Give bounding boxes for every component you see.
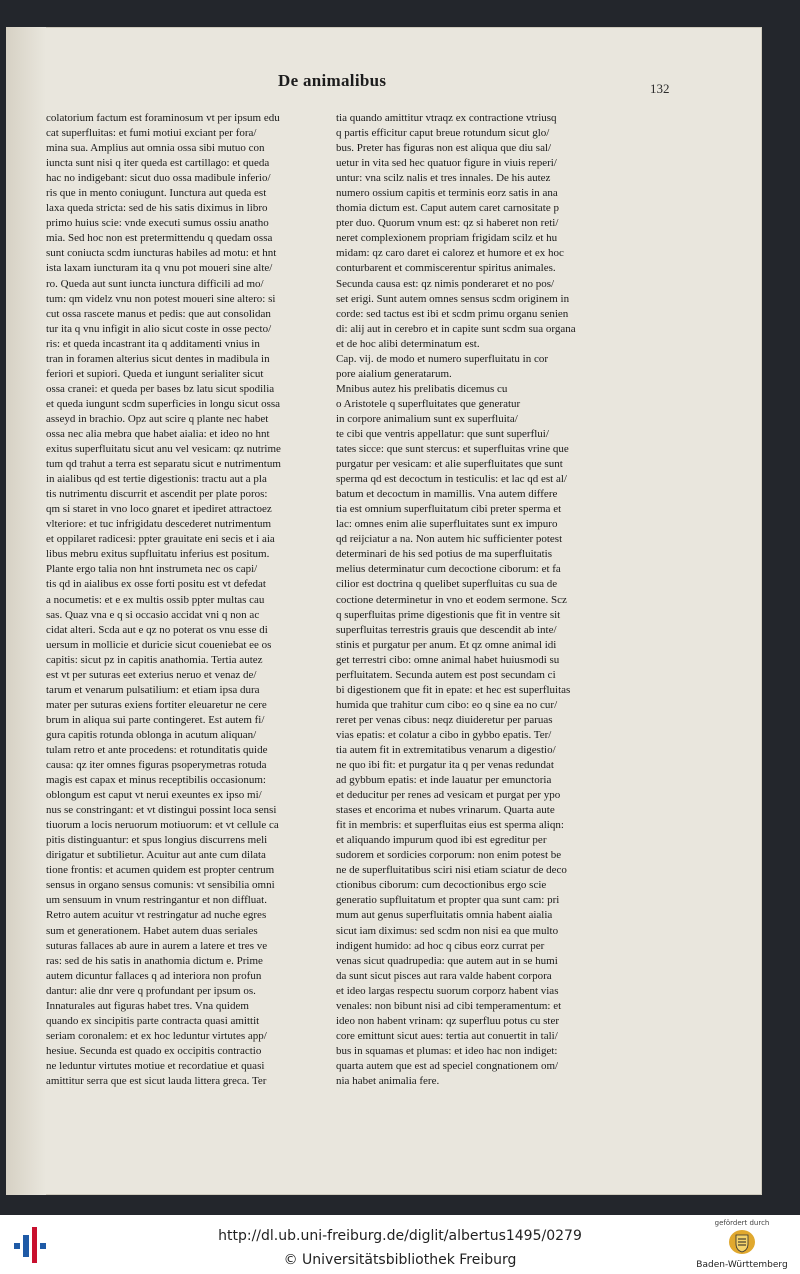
text-line: tum: qm videlz vnu non potest moueri sine altero: si — [46, 292, 276, 305]
text-line: quando ex sincipitis parte contracta quasi amittit — [46, 1014, 260, 1027]
document-url-link[interactable]: http://dl.ub.uni-freiburg.de/diglit/albertus1495/0279 — [218, 1228, 582, 1244]
text-line: di: alij aut in cerebro et in capite sunt scdm sua organa — [336, 322, 576, 335]
text-line: get terrestri cibo: omne animal habet huiusmodi su — [336, 653, 560, 666]
text-line: bus. Preter has figuras non est aliqua que diu sal/ — [336, 142, 552, 155]
text-line: qm si staret in vno loco gnaret et ipediret attractoez — [46, 503, 272, 516]
funded-by-label: gefördert durch — [714, 1219, 770, 1227]
text-line: tates sicce: que sunt stercus: et superfluitas vrine que — [336, 443, 569, 456]
text-line: o Aristotele q superfluitates que generatur — [336, 397, 521, 410]
text-line: lac: omnes enim alie superfluitates sunt ex impuro — [336, 518, 558, 531]
text-line: pter duo. Quorum vnum est: qz si haberet non reti/ — [336, 217, 559, 230]
text-line: q superfluitas prime digestionis que fit in ventre sit — [336, 608, 561, 621]
viewer-footer — [0, 1215, 800, 1274]
text-line: indigent humido: ad hoc q cibus eorz currat per — [336, 939, 545, 952]
text-line: hac no indigebant: sicut duo ossa madibule inferio/ — [46, 172, 271, 185]
text-line: ista laxam iuncturam ita q vnu pot moueri sine alte/ — [46, 262, 273, 275]
text-line: hesiue. Secunda est quado ex occipitis contractio — [46, 1044, 262, 1057]
text-line: sunt coniucta scdm iuncturas habiles ad motu: et hnt — [46, 247, 277, 260]
text-line: ad gybbum epatis: et inde lauatur per emunctoria — [336, 774, 552, 787]
text-line: cut ossa rascete manus et pedis: que aut consolidan — [46, 307, 271, 320]
text-line: tiuorum a locis neruorum motiuorum: et vt cellule ca — [46, 819, 279, 832]
text-line: Retro autem acuitur vt restringatur ad nuche egres — [46, 909, 267, 922]
text-line: tum qd trahut a terra est separatu sicut e nutrimentum — [46, 458, 281, 471]
text-line: uetur in vita sed hec quatuor figure in viuis reperi/ — [336, 157, 557, 170]
text-line: untur: vna scilz nalis et tres innales. De his autez — [336, 172, 551, 185]
text-line: iuncta sunt nisi q iter queda est cartillago: et queda — [46, 157, 270, 170]
text-line: seriam coronalem: et ex hoc leduntur virtutes app/ — [46, 1029, 267, 1042]
text-line: suturas fallaces ab aure in aurem a latere et tres ve — [46, 939, 268, 952]
text-line: numero ossium capitis et terminis eorz satis in ana — [336, 187, 558, 200]
text-line: exitus superfluitatu sicut anu vel vesicam: qz nutrime — [46, 443, 281, 456]
copyright-notice: © Universitätsbibliothek Freiburg — [283, 1252, 517, 1268]
text-line: tia autem fit in extremitatibus venarum a digestio/ — [336, 743, 556, 756]
text-line: in corpore animalium sunt ex superfluita/ — [336, 412, 518, 425]
text-line: sas. Quaz vna e q si occasio accidat vni q non ac — [46, 608, 260, 621]
text-line: magis est capax et minus receptibilis occasionum: — [46, 774, 266, 787]
text-line: ris que in mento coniugunt. Iunctura aut queda est — [46, 187, 267, 200]
text-line: um sensuum in vnum restringantur et non diffluat. — [46, 894, 267, 907]
text-line: et queda iungunt scdm superficies in longu sicut ossa — [46, 397, 281, 410]
text-line: midam: qz caro daret ei calorez et humore et ex hoc — [336, 247, 564, 260]
text-line: est vt per suturas eet exterius neruo et venaz de/ — [46, 668, 257, 681]
text-line: ro. Queda aut sunt iuncta iunctura difficili ad mo/ — [46, 277, 264, 290]
text-line: feriori et supiori. Queda et iungunt serialiter sicut — [46, 367, 264, 380]
text-line: tione frontis: et acumen quidem est propter centrum — [46, 864, 275, 877]
text-line: capitis: sicut pz in capitis anathomia. Tertia autez — [46, 653, 263, 666]
funder-name: Baden-Württemberg — [696, 1260, 788, 1270]
text-line: fit in membris: et superfluitas eius est sperma aliqn: — [336, 819, 564, 832]
text-line: nus se constringant: et vt distingui possint loca sensi — [46, 804, 277, 817]
text-line: vias epatis: et colatur a cibo in gybbo epatis. Ter/ — [336, 728, 552, 741]
text-line: a nocumetis: et e ex multis ossib ppter multas cau — [46, 593, 265, 606]
text-line: cilior est doctrina q quelibet superfluitas cu sua de — [336, 578, 558, 591]
text-line: pore aialium generatarum. — [336, 367, 452, 380]
text-line: tia est omnium superfluitatum cibi preter sperma et — [336, 503, 562, 516]
text-line: venales: non bibunt nisi ad cibi temperamentum: et — [336, 999, 562, 1012]
text-line: ctionibus ciborum: cum decoctionibus ergo scie — [336, 879, 547, 892]
text-line: tarum et venarum pulsatilium: et etiam ipsa dura — [46, 683, 260, 696]
text-line: da sunt sicut pisces aut rara valde habent corpora — [336, 969, 552, 982]
text-line: qd reijciatur a na. Non autem hic sufficienter potest — [336, 533, 563, 546]
text-line: bus in squamas et plumas: et ideo hac non indiget: — [336, 1044, 558, 1057]
text-line: tulam retro et ante procedens: et rotunditatis quide — [46, 743, 268, 756]
text-line: stases et encorima et nubes vrinarum. Quarta aute — [336, 804, 555, 817]
text-line: primo huius scie: vnde executi sumus ossiu anatho — [46, 217, 269, 230]
text-line: brum in aliqua sui parte contingeret. Est autem fi/ — [46, 713, 265, 726]
text-line: asseyd in brachio. Opz aut scire q plante nec habet — [46, 412, 269, 425]
text-line: cidat alteri. Scda aut e qz no poterat os vnu esse di — [46, 623, 268, 636]
text-line: core emittunt sicut aues: tertia aut conuertit in tali/ — [336, 1029, 558, 1042]
text-line: bi digestionem que fit in epate: et hec est superfluitas — [336, 683, 571, 696]
left-text-column — [46, 111, 336, 1089]
text-line: melius determinatur cum decoctione ciborum: et fa — [336, 563, 561, 576]
text-line: dirigatur et subtilietur. Acuitur aut ante cum dilata — [46, 849, 266, 862]
text-line: venas sicut quadrupedia: que autem aut in se humi — [336, 954, 558, 967]
text-line: humida que trahitur cum cibo: eo q sine ea no cur/ — [336, 698, 558, 711]
right-text-column — [336, 111, 626, 1089]
text-line: sum et generationem. Habet autem duas seriales — [46, 924, 258, 937]
text-line: causa: qz iter omnes figuras psoperymetras rotuda — [46, 759, 267, 772]
text-line: tur ita q vnu infigit in alio sicut coste in osse pecto/ — [46, 322, 272, 335]
text-line: conturbarent et commiscerentur spiritus animales. — [336, 262, 556, 275]
text-line: amittitur serra que est sicut lauda littera greca. Ter — [46, 1075, 267, 1087]
text-line: in aialibus qd est tertie digestionis: tractu aut a pla — [46, 473, 267, 486]
text-line: ideo non habent vrinam: qz superfluu potus cu ster — [336, 1014, 560, 1027]
text-line: sperma qd est decoctum in testiculis: et lac qd est al/ — [336, 473, 567, 486]
text-line: Secunda causa est: qz nimis ponderaret et no pos/ — [336, 277, 555, 290]
text-line: et oppilaret radicesi: ppter grauitate eni secis et i aia — [46, 533, 275, 546]
text-line: quarta autem que est ad speciel congnationem om/ — [336, 1059, 559, 1072]
text-line: mia. Sed hoc non est pretermittendu q quedam ossa — [46, 232, 273, 245]
text-line: ossa cranei: et queda per bases bz latu sicut spodilia — [46, 382, 275, 395]
text-line: tis nutrimentu discurrit et ascendit per plate poros: — [46, 488, 268, 501]
text-line: te cibi que ventris appellatur: que sunt superflui/ — [336, 427, 549, 440]
text-line: sicut iam diximus: sed scdm non nisi ea que multo — [336, 924, 559, 937]
text-line: laxa queda stricta: sed de his satis diximus in libro — [46, 202, 268, 215]
text-line: stinis et purgatur per anum. Et qz omne animal idi — [336, 638, 557, 651]
text-line: superfluitas terrestris grauis que descendit ab inte/ — [336, 623, 557, 636]
text-line: q partis efficitur caput breue rotundum sicut glo/ — [336, 127, 550, 140]
text-line: ras: sed de his satis in anathomia dictum e. Prime — [46, 954, 263, 967]
book-page — [6, 27, 762, 1195]
text-line: mater per suturas exiens fortiter eleuaretur ne cere — [46, 698, 267, 711]
text-line: Mnibus autez his prelibatis dicemus cu — [336, 382, 508, 395]
text-line: gura capitis rotunda oblonga in acutum aliquan/ — [46, 728, 257, 741]
text-line: tran in foramen alterius sicut dentes in madibula in — [46, 352, 270, 365]
text-line: generatio supfluitatum et propter qua sunt cam: pri — [336, 894, 560, 907]
text-line: libus mebru exitus supfluitatu inferius est positum. — [46, 548, 270, 561]
text-line: sensus in organo sensus comunis: vt sensibilia omni — [46, 879, 275, 892]
text-line: ne leduntur virtutes motiue et recordatiue et quasi — [46, 1059, 265, 1072]
text-line: tis qd in aialibus ex osse forti positu est vt defedat — [46, 578, 266, 591]
text-line: mum aut genus superfluitatis omnia habent aialia — [336, 909, 553, 922]
text-line: thomia dictum est. Caput autem caret carnositate p — [336, 202, 559, 215]
text-line: nia habet animalia fere. — [336, 1075, 440, 1087]
text-line: perfluitatem. Secunda autem est post secundam ci — [336, 668, 556, 681]
text-line: ne de superfluitatibus sciri nisi etiam sciatur de deco — [336, 864, 567, 877]
text-line: corde: sed tactus est ibi et scdm primu organu senien — [336, 307, 569, 320]
text-line: dantur: alie dnr vere q profundant per ipsum os. — [46, 984, 256, 997]
text-line: et aliquando impurum quod ibi est egreditur per — [336, 834, 547, 847]
text-line: oblongum est caput vt nerui exeuntes ex ipso mi/ — [46, 789, 262, 802]
text-line: Cap. vij. de modo et numero superfluitatu in cor — [336, 352, 549, 365]
text-line: ris: et queda incastrant ita q additamenti vnius in — [46, 337, 260, 350]
text-line: coctione determinetur in vno et eodem sermone. Scz — [336, 593, 567, 606]
text-line: et deducitur per renes ad vesicam et purgat per ypo — [336, 789, 561, 802]
text-line: tia quando amittitur vtraqz ex contractione vtriusq — [336, 112, 557, 124]
text-line: uersum in mollicie et duricie sicut coueniebat ee os — [46, 638, 272, 651]
text-line: cat superfluitas: et fumi motiui exciant per fora/ — [46, 127, 257, 140]
text-line: vlteriore: et tuc infrigidatu descederet nutrimentum — [46, 518, 272, 531]
text-line: reret per venas cibus: neqz diuideretur per paruas — [336, 713, 553, 726]
text-line: Plante ergo talia non hnt instrumeta nec os capi/ — [46, 563, 258, 576]
text-line: neret complexionem propriam frigidam scilz et hu — [336, 232, 558, 245]
running-title: De animalibus — [278, 71, 387, 90]
funder-block — [690, 1219, 794, 1270]
coat-of-arms-icon — [728, 1229, 756, 1255]
text-line: mina sua. Amplius aut omnia ossa sibi mutuo con — [46, 142, 265, 155]
text-line: sudorem et sordicies corporum: non enim potest be — [336, 849, 562, 862]
text-line: determinari de his sed potius de ma superfluitatis — [336, 548, 552, 561]
text-line: et de hoc alibi determinatum est. — [336, 337, 480, 350]
text-line: pitis distinguantur: et spus longius discurrens meli — [46, 834, 268, 847]
text-line: ne quo ibi fit: et purgatur ita q per venas redundat — [336, 759, 554, 772]
text-line: et ideo largas respectu suorum corporz habent vias — [336, 984, 559, 997]
folio-number: 132 — [650, 81, 670, 96]
text-line: purgatur per vesicam: et alie superfluitates que sunt — [336, 458, 563, 471]
text-line: Innaturales aut figuras habet tres. Vna quidem — [46, 999, 249, 1012]
text-line: colatorium factum est foraminosum vt per ipsum edu — [46, 112, 280, 124]
text-line: ossa nec alia mebra que habet aialia: et ideo no hnt — [46, 427, 270, 440]
text-line: set erigi. Sunt autem omnes sensus scdm originem in — [336, 292, 570, 305]
text-line: autem dicuntur fallaces q ad interiora non profun — [46, 969, 262, 982]
text-line: batum et decoctum in mamillis. Vna autem differe — [336, 488, 558, 501]
